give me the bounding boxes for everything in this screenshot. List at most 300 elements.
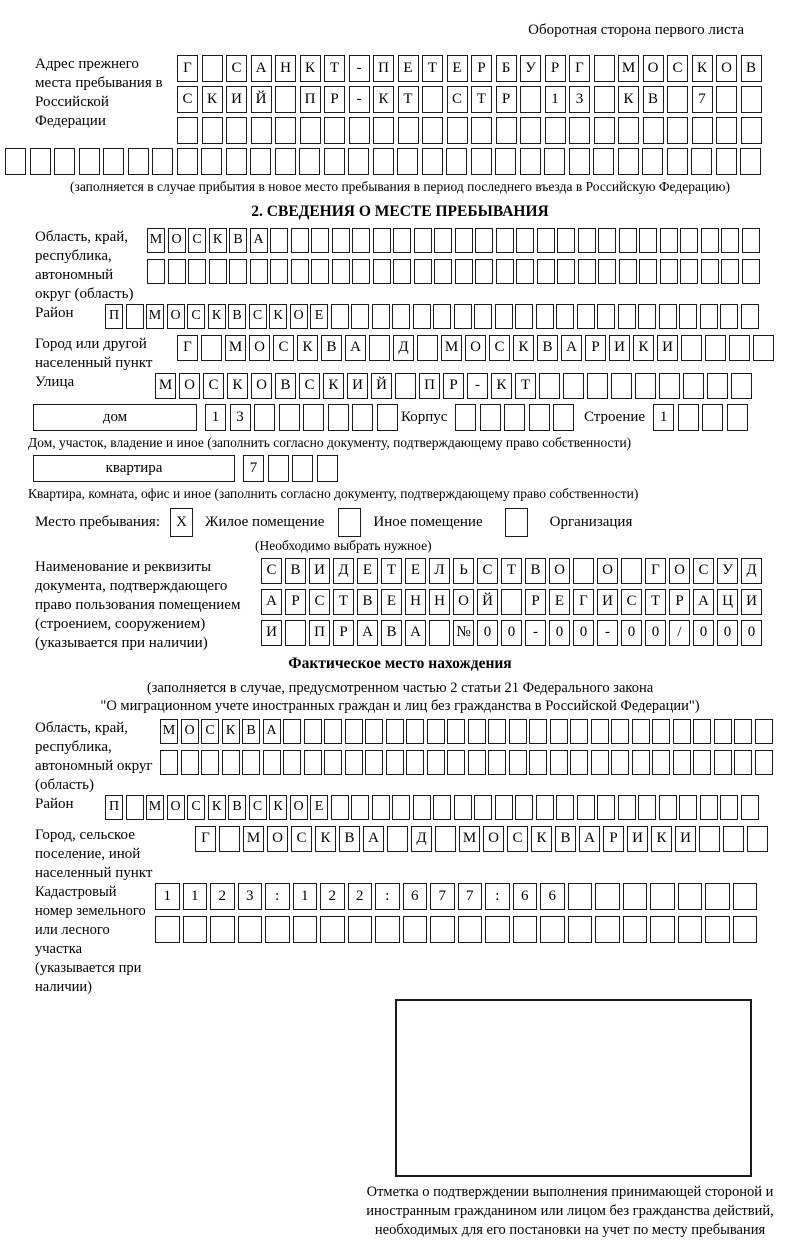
- document-label: Наименование и реквизиты документа, подтверждающего право пользования помещением (строением, сооружением) (указывается при наличии): [35, 559, 241, 651]
- char-cell: [577, 304, 595, 329]
- korpus-cells: [455, 404, 578, 432]
- char-cell: [226, 148, 247, 175]
- char-cell: М: [147, 228, 165, 253]
- char-cell: И: [309, 558, 330, 584]
- document-row-3: [261, 620, 765, 648]
- char-cell: Р: [545, 55, 566, 82]
- char-cell: [595, 916, 620, 943]
- char-cell: Е: [310, 795, 328, 820]
- cadastral-block: [35, 883, 800, 997]
- char-cell: [447, 117, 468, 144]
- char-cell: [397, 148, 418, 175]
- char-cell: В: [555, 826, 576, 852]
- char-cell: [509, 719, 527, 744]
- char-cell: Й: [371, 373, 392, 399]
- char-cell: С: [489, 335, 510, 361]
- char-cell: О: [167, 795, 185, 820]
- char-cell: [293, 916, 318, 943]
- char-cell: -: [349, 86, 370, 113]
- char-cell: [471, 117, 492, 144]
- char-cell: В: [381, 620, 402, 646]
- char-cell: К: [491, 373, 512, 399]
- char-cell: 7: [430, 883, 455, 910]
- char-cell: [680, 259, 698, 284]
- char-cell: В: [228, 795, 246, 820]
- char-cell: [422, 86, 443, 113]
- char-cell: 1: [545, 86, 566, 113]
- char-cell: А: [405, 620, 426, 646]
- char-cell: [447, 750, 465, 775]
- char-cell: [417, 335, 438, 361]
- char-cell: [691, 148, 712, 175]
- char-cell: [638, 795, 656, 820]
- document-row-1: [261, 558, 765, 586]
- char-cell: Б: [496, 55, 517, 82]
- char-cell: К: [297, 335, 318, 361]
- char-cell: С: [249, 304, 267, 329]
- char-cell: [373, 259, 391, 284]
- char-cell: [406, 750, 424, 775]
- char-cell: [755, 719, 773, 744]
- char-cell: [324, 750, 342, 775]
- actual-location-caption-1: (заполняется в случае, предусмотренном частью 2 статьи 21 Федерального закона: [146, 680, 654, 696]
- char-cell: [593, 148, 614, 175]
- char-cell: Т: [398, 86, 419, 113]
- char-cell: [611, 719, 629, 744]
- char-cell: [707, 373, 728, 399]
- char-cell: [678, 883, 703, 910]
- section2-region-row-1: [147, 228, 762, 256]
- char-cell: А: [263, 719, 281, 744]
- char-cell: Е: [381, 589, 402, 615]
- prev-address-label: Адрес прежнего места пребывания в Российской Федерации: [35, 56, 163, 129]
- char-cell: [471, 148, 492, 175]
- char-cell: С: [667, 55, 688, 82]
- char-cell: [454, 304, 472, 329]
- char-cell: А: [561, 335, 582, 361]
- char-cell: [693, 719, 711, 744]
- char-cell: Д: [741, 558, 762, 584]
- char-cell: К: [222, 719, 240, 744]
- char-cell: В: [285, 558, 306, 584]
- section2-street-cellrow: [155, 373, 755, 401]
- char-cell: [254, 404, 275, 431]
- char-cell: [520, 117, 541, 144]
- char-cell: [520, 86, 541, 113]
- char-cell: В: [643, 86, 664, 113]
- char-cell: К: [269, 304, 287, 329]
- char-cell: [495, 148, 516, 175]
- char-cell: [292, 455, 313, 482]
- char-cell: В: [275, 373, 296, 399]
- char-cell: [229, 259, 247, 284]
- char-cell: [618, 304, 636, 329]
- char-cell: В: [741, 55, 762, 82]
- char-cell: -: [467, 373, 488, 399]
- char-cell: [128, 148, 149, 175]
- char-cell: [659, 795, 677, 820]
- char-cell: [168, 259, 186, 284]
- char-cell: [540, 916, 565, 943]
- char-cell: К: [208, 795, 226, 820]
- char-cell: С: [226, 55, 247, 82]
- char-cell: [740, 148, 761, 175]
- stay-option-other-label: Иное помещение: [373, 513, 483, 530]
- char-cell: К: [208, 304, 226, 329]
- char-cell: П: [105, 795, 123, 820]
- char-cell: [283, 750, 301, 775]
- char-cell: М: [459, 826, 480, 852]
- char-cell: О: [453, 589, 474, 615]
- section2-region-row-2: [147, 259, 762, 287]
- char-cell: [556, 304, 574, 329]
- char-cell: Т: [324, 55, 345, 82]
- char-cell: [183, 916, 208, 943]
- char-cell: [619, 228, 637, 253]
- char-cell: [496, 117, 517, 144]
- stay-checkbox-other: [338, 508, 361, 537]
- char-cell: О: [290, 795, 308, 820]
- char-cell: [577, 795, 595, 820]
- char-cell: [160, 750, 178, 775]
- char-cell: [509, 750, 527, 775]
- char-cell: [753, 335, 774, 361]
- char-cell: [403, 916, 428, 943]
- char-cell: [427, 750, 445, 775]
- char-cell: [516, 259, 534, 284]
- char-cell: К: [513, 335, 534, 361]
- actual-district-label: Район: [35, 796, 74, 812]
- char-cell: [716, 86, 737, 113]
- char-cell: 6: [403, 883, 428, 910]
- char-cell: [468, 750, 486, 775]
- section2-city-label: Город или другой населенный пункт: [35, 336, 153, 371]
- char-cell: П: [373, 55, 394, 82]
- char-cell: [433, 795, 451, 820]
- char-cell: [747, 826, 768, 852]
- stay-checkbox-organization: [505, 508, 528, 537]
- actual-region-cells: [160, 719, 775, 781]
- char-cell: -: [349, 55, 370, 82]
- section2-city-cells: [177, 335, 777, 366]
- char-cell: [597, 304, 615, 329]
- char-cell: [635, 373, 656, 399]
- char-cell: П: [419, 373, 440, 399]
- char-cell: [202, 55, 223, 82]
- char-cell: [679, 304, 697, 329]
- char-cell: [406, 719, 424, 744]
- char-cell: М: [160, 719, 178, 744]
- char-cell: [331, 304, 349, 329]
- char-cell: Д: [333, 558, 354, 584]
- char-cell: [667, 148, 688, 175]
- char-cell: [539, 373, 560, 399]
- char-cell: Й: [477, 589, 498, 615]
- char-cell: С: [249, 795, 267, 820]
- char-cell: [683, 373, 704, 399]
- char-cell: С: [203, 373, 224, 399]
- char-cell: [270, 228, 288, 253]
- char-cell: [591, 719, 609, 744]
- char-cell: [488, 750, 506, 775]
- char-cell: Н: [405, 589, 426, 615]
- char-cell: К: [618, 86, 639, 113]
- char-cell: [434, 259, 452, 284]
- char-cell: О: [643, 55, 664, 82]
- char-cell: [332, 228, 350, 253]
- char-cell: [716, 148, 737, 175]
- char-cell: [331, 795, 349, 820]
- char-cell: М: [243, 826, 264, 852]
- char-cell: С: [273, 335, 294, 361]
- char-cell: [283, 719, 301, 744]
- char-cell: [201, 335, 222, 361]
- char-cell: [446, 148, 467, 175]
- char-cell: [320, 916, 345, 943]
- char-cell: [619, 259, 637, 284]
- char-cell: [181, 750, 199, 775]
- char-cell: В: [357, 589, 378, 615]
- char-cell: [557, 259, 575, 284]
- actual-location-title: Фактическое место нахождения: [288, 655, 512, 672]
- char-cell: [328, 404, 349, 431]
- prev-address-row-4: [5, 148, 800, 176]
- char-cell: [285, 620, 306, 646]
- apartment-row: [33, 455, 800, 486]
- char-cell: М: [155, 373, 176, 399]
- char-cell: [729, 335, 750, 361]
- char-cell: [545, 117, 566, 144]
- char-cell: [352, 228, 370, 253]
- char-cell: [265, 916, 290, 943]
- char-cell: [365, 750, 383, 775]
- char-cell: [263, 750, 281, 775]
- char-cell: [303, 404, 324, 431]
- prev-address-row-3: [177, 117, 765, 145]
- char-cell: 2: [348, 883, 373, 910]
- char-cell: [299, 148, 320, 175]
- apartment-caption: Квартира, комната, офис и иное (заполнить согласно документу, подтверждающему право собственности): [28, 486, 639, 501]
- char-cell: [351, 304, 369, 329]
- char-cell: [474, 304, 492, 329]
- char-cell: [311, 228, 329, 253]
- char-cell: [386, 719, 404, 744]
- char-cell: [147, 259, 165, 284]
- char-cell: Г: [195, 826, 216, 852]
- char-cell: Т: [333, 589, 354, 615]
- document-cells: [261, 558, 765, 651]
- char-cell: [474, 795, 492, 820]
- char-cell: [475, 228, 493, 253]
- char-cell: [643, 117, 664, 144]
- char-cell: [692, 117, 713, 144]
- prev-address-block: [35, 55, 800, 148]
- char-cell: Г: [645, 558, 666, 584]
- char-cell: [733, 883, 758, 910]
- char-cell: С: [201, 719, 219, 744]
- char-cell: [275, 148, 296, 175]
- char-cell: [458, 916, 483, 943]
- char-cell: [536, 795, 554, 820]
- char-cell: Т: [645, 589, 666, 615]
- actual-district-row: [35, 795, 800, 826]
- char-cell: К: [209, 228, 227, 253]
- char-cell: О: [167, 304, 185, 329]
- section2-street-label: Улица: [35, 374, 75, 390]
- stamp-box: [395, 999, 752, 1177]
- section2-district-cellrow: [105, 304, 761, 332]
- char-cell: [681, 335, 702, 361]
- char-cell: Н: [429, 589, 450, 615]
- char-cell: В: [525, 558, 546, 584]
- char-cell: А: [357, 620, 378, 646]
- char-cell: [155, 916, 180, 943]
- char-cell: [455, 228, 473, 253]
- char-cell: А: [579, 826, 600, 852]
- actual-region-row-2: [160, 750, 775, 778]
- char-cell: [550, 750, 568, 775]
- char-cell: 1: [293, 883, 318, 910]
- char-cell: [373, 228, 391, 253]
- char-cell: [699, 826, 720, 852]
- char-cell: [721, 228, 739, 253]
- char-cell: 3: [238, 883, 263, 910]
- char-cell: [642, 148, 663, 175]
- char-cell: [537, 259, 555, 284]
- char-cell: В: [321, 335, 342, 361]
- char-cell: 7: [458, 883, 483, 910]
- char-cell: К: [323, 373, 344, 399]
- cadastral-row-2: [155, 916, 760, 946]
- char-cell: К: [531, 826, 552, 852]
- char-cell: И: [226, 86, 247, 113]
- char-cell: 0: [645, 620, 666, 646]
- char-cell: И: [597, 589, 618, 615]
- char-cell: [623, 916, 648, 943]
- char-cell: [352, 404, 373, 431]
- char-cell: Р: [525, 589, 546, 615]
- char-cell: Е: [310, 304, 328, 329]
- actual-region-row: [35, 719, 800, 795]
- section2-district-label: Район: [35, 305, 74, 321]
- char-cell: [652, 719, 670, 744]
- char-cell: [520, 148, 541, 175]
- char-cell: [721, 259, 739, 284]
- char-cell: [742, 228, 760, 253]
- char-cell: [5, 148, 26, 175]
- char-cell: Р: [496, 86, 517, 113]
- stay-type-hint: (Необходимо выбрать нужное): [255, 538, 432, 553]
- char-cell: Т: [501, 558, 522, 584]
- char-cell: [501, 589, 522, 615]
- char-cell: [594, 117, 615, 144]
- char-cell: [632, 750, 650, 775]
- char-cell: О: [249, 335, 270, 361]
- char-cell: Т: [381, 558, 402, 584]
- char-cell: [578, 259, 596, 284]
- char-cell: Р: [585, 335, 606, 361]
- char-cell: П: [300, 86, 321, 113]
- char-cell: [372, 795, 390, 820]
- char-cell: П: [309, 620, 330, 646]
- char-cell: [496, 228, 514, 253]
- char-cell: [639, 259, 657, 284]
- char-cell: [570, 750, 588, 775]
- char-cell: [429, 620, 450, 646]
- section2-region-cells: [147, 228, 762, 290]
- char-cell: [372, 304, 390, 329]
- actual-city-cells: [195, 826, 771, 857]
- char-cell: [742, 259, 760, 284]
- actual-district-cells: [105, 795, 761, 826]
- char-cell: [332, 259, 350, 284]
- char-cell: А: [261, 589, 282, 615]
- char-cell: [573, 558, 594, 584]
- char-cell: [349, 117, 370, 144]
- char-cell: [387, 826, 408, 852]
- char-cell: [557, 228, 575, 253]
- char-cell: К: [269, 795, 287, 820]
- char-cell: [638, 304, 656, 329]
- char-cell: 0: [477, 620, 498, 646]
- char-cell: [219, 826, 240, 852]
- char-cell: [618, 148, 639, 175]
- char-cell: [414, 259, 432, 284]
- char-cell: [202, 117, 223, 144]
- char-cell: Е: [405, 558, 426, 584]
- char-cell: [667, 117, 688, 144]
- house-box: дом: [33, 404, 197, 431]
- cadastral-label: Кадастровый номер земельного или лесного участка (указывается при наличии): [35, 884, 146, 995]
- char-cell: С: [299, 373, 320, 399]
- char-cell: [79, 148, 100, 175]
- char-cell: [504, 404, 525, 431]
- page-header-note: Оборотная сторона первого листа: [528, 22, 744, 38]
- cadastral-row-1: [155, 883, 760, 913]
- char-cell: [597, 795, 615, 820]
- char-cell: [650, 916, 675, 943]
- char-cell: [569, 148, 590, 175]
- char-cell: Р: [324, 86, 345, 113]
- char-cell: [475, 259, 493, 284]
- house-row: [33, 404, 800, 435]
- document-row-2: [261, 589, 765, 617]
- char-cell: Д: [411, 826, 432, 852]
- char-cell: [324, 719, 342, 744]
- char-cell: М: [618, 55, 639, 82]
- char-cell: [618, 795, 636, 820]
- char-cell: [188, 259, 206, 284]
- char-cell: 0: [741, 620, 762, 646]
- char-cell: Т: [471, 86, 492, 113]
- char-cell: И: [675, 826, 696, 852]
- char-cell: К: [227, 373, 248, 399]
- char-cell: [536, 304, 554, 329]
- char-cell: [422, 148, 443, 175]
- char-cell: Е: [549, 589, 570, 615]
- char-cell: 1: [205, 404, 226, 431]
- char-cell: Г: [177, 55, 198, 82]
- char-cell: [660, 228, 678, 253]
- char-cell: [250, 148, 271, 175]
- char-cell: И: [741, 589, 762, 615]
- char-cell: Г: [177, 335, 198, 361]
- char-cell: С: [261, 558, 282, 584]
- char-cell: [275, 86, 296, 113]
- char-cell: [495, 304, 513, 329]
- apartment-box: квартира: [33, 455, 235, 482]
- char-cell: [177, 148, 198, 175]
